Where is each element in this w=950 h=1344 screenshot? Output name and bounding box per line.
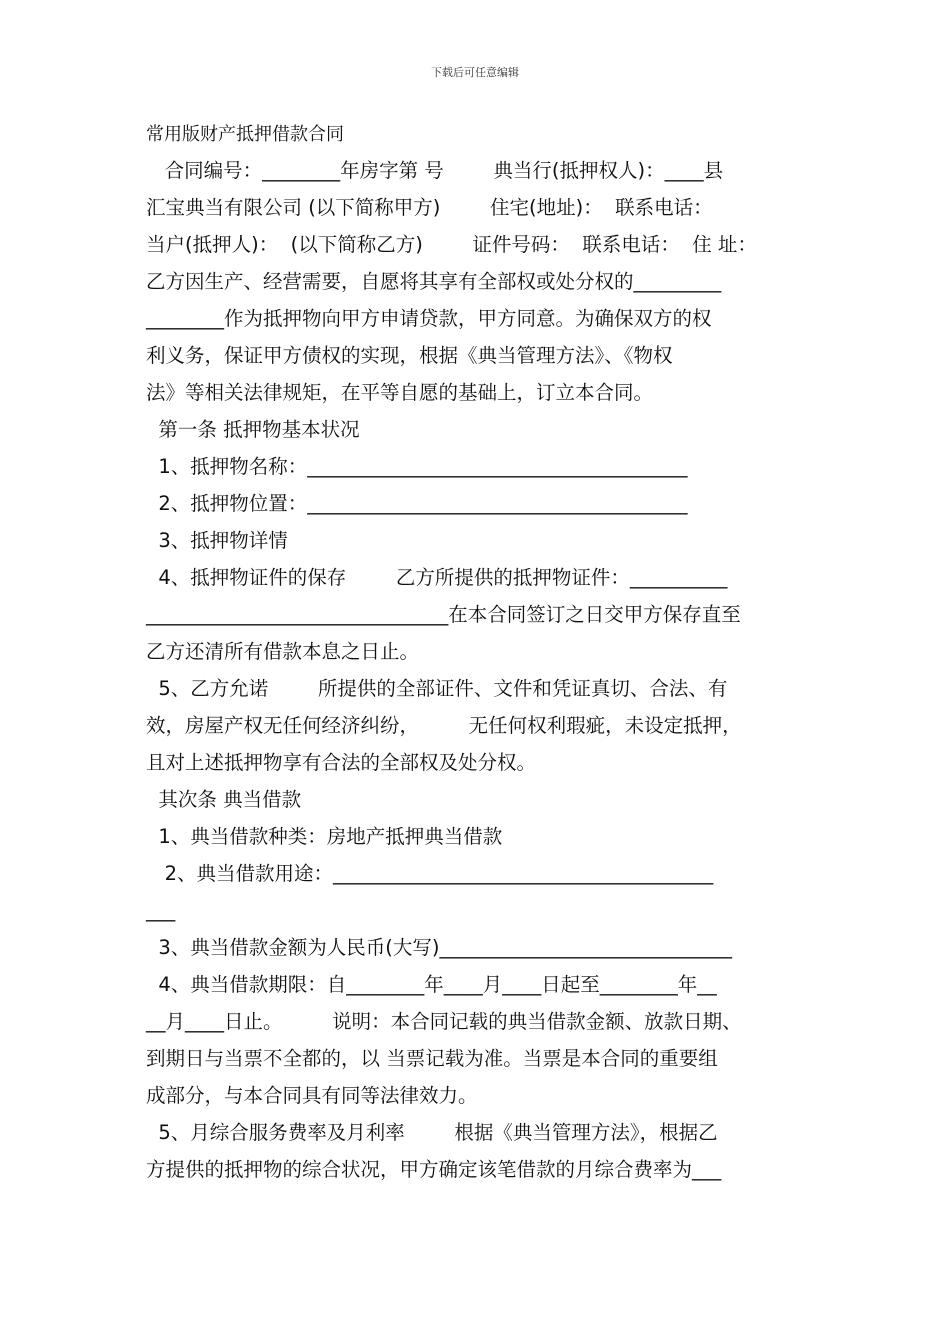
contract-line: 合同编号：________年房字第 号 典当行(抵押权人)：____县 — [146, 159, 724, 182]
document-title: 常用版财产抵押借款合同 — [146, 124, 344, 145]
contract-body — [146, 118, 816, 1188]
contract-line: __月____日止。 说明：本合同记载的典当借款金额、放款日期、 — [146, 1010, 742, 1033]
contract-line: 2、典当借款用途：_______________________________________ — [146, 862, 714, 885]
contract-line: 成部分，与本合同具有同等法律效力。 — [146, 1084, 478, 1107]
contract-line: 利义务，保证甲方债权的实现，根据《典当管理方法》、《物权 — [146, 344, 673, 367]
contract-line: 3、抵押物详情 — [146, 529, 288, 552]
contract-line: 2、抵押物位置：_______________________________________ — [146, 492, 688, 515]
contract-line: 4、抵押物证件的保存 乙方所提供的抵押物证件：__________ — [146, 566, 728, 589]
contract-line: 方提供的抵押物的综合状况，甲方确定该笔借款的月综合费率为___ — [146, 1158, 722, 1181]
contract-line: 法》等相关法律规矩，在平等自愿的基础上，订立本合同。 — [146, 381, 654, 404]
page-header: 下载后可任意编辑 — [431, 66, 519, 79]
contract-line: ________作为抵押物向甲方申请贷款，甲方同意。为确保双方的权 — [146, 307, 712, 330]
contract-line: 且对上述抵押物享有合法的全部权及处分权。 — [146, 751, 537, 774]
contract-line: 当户(抵押人)： (以下简称乙方) 证件号码： 联系电话： 住 址： — [146, 233, 757, 256]
contract-line: 3、典当借款金额为人民币(大写)______________________________ — [146, 936, 733, 959]
contract-line: 1、抵押物名称：_______________________________________ — [146, 455, 688, 478]
contract-line: 乙方还清所有借款本息之日止。 — [146, 640, 420, 663]
contract-line: 5、乙方允诺 所提供的全部证件、文件和凭证真切、合法、有 — [146, 677, 728, 700]
contract-line: 5、月综合服务费率及月利率 根据《典当管理方法》，根据乙 — [146, 1121, 718, 1144]
contract-line: ___ — [146, 899, 176, 922]
contract-line: 汇宝典当有限公司 (以下简称甲方) 住宅(地址)： 联系电话： — [146, 196, 713, 219]
contract-line: _______________________________在本合同签订之日交甲方保存直至 — [146, 603, 741, 626]
section-heading: 第一条 抵押物基本状况 — [146, 418, 360, 441]
contract-line: 效，房屋产权无任何经济纠纷， 无任何权利瑕疵，未设定抵押， — [146, 714, 742, 737]
contract-line: 到期日与当票不全都的，以 当票记载为准。当票是本合同的重要组 — [146, 1047, 718, 1070]
section-heading: 其次条 典当借款 — [146, 788, 302, 811]
contract-line: 乙方因生产、经营需要，自愿将其享有全部权或处分权的_________ — [146, 270, 722, 293]
contract-line: 1、典当借款种类：房地产抵押典当借款 — [146, 825, 503, 848]
contract-line: 4、典当借款期限：自________年____月____日起至________年__ — [146, 973, 717, 996]
